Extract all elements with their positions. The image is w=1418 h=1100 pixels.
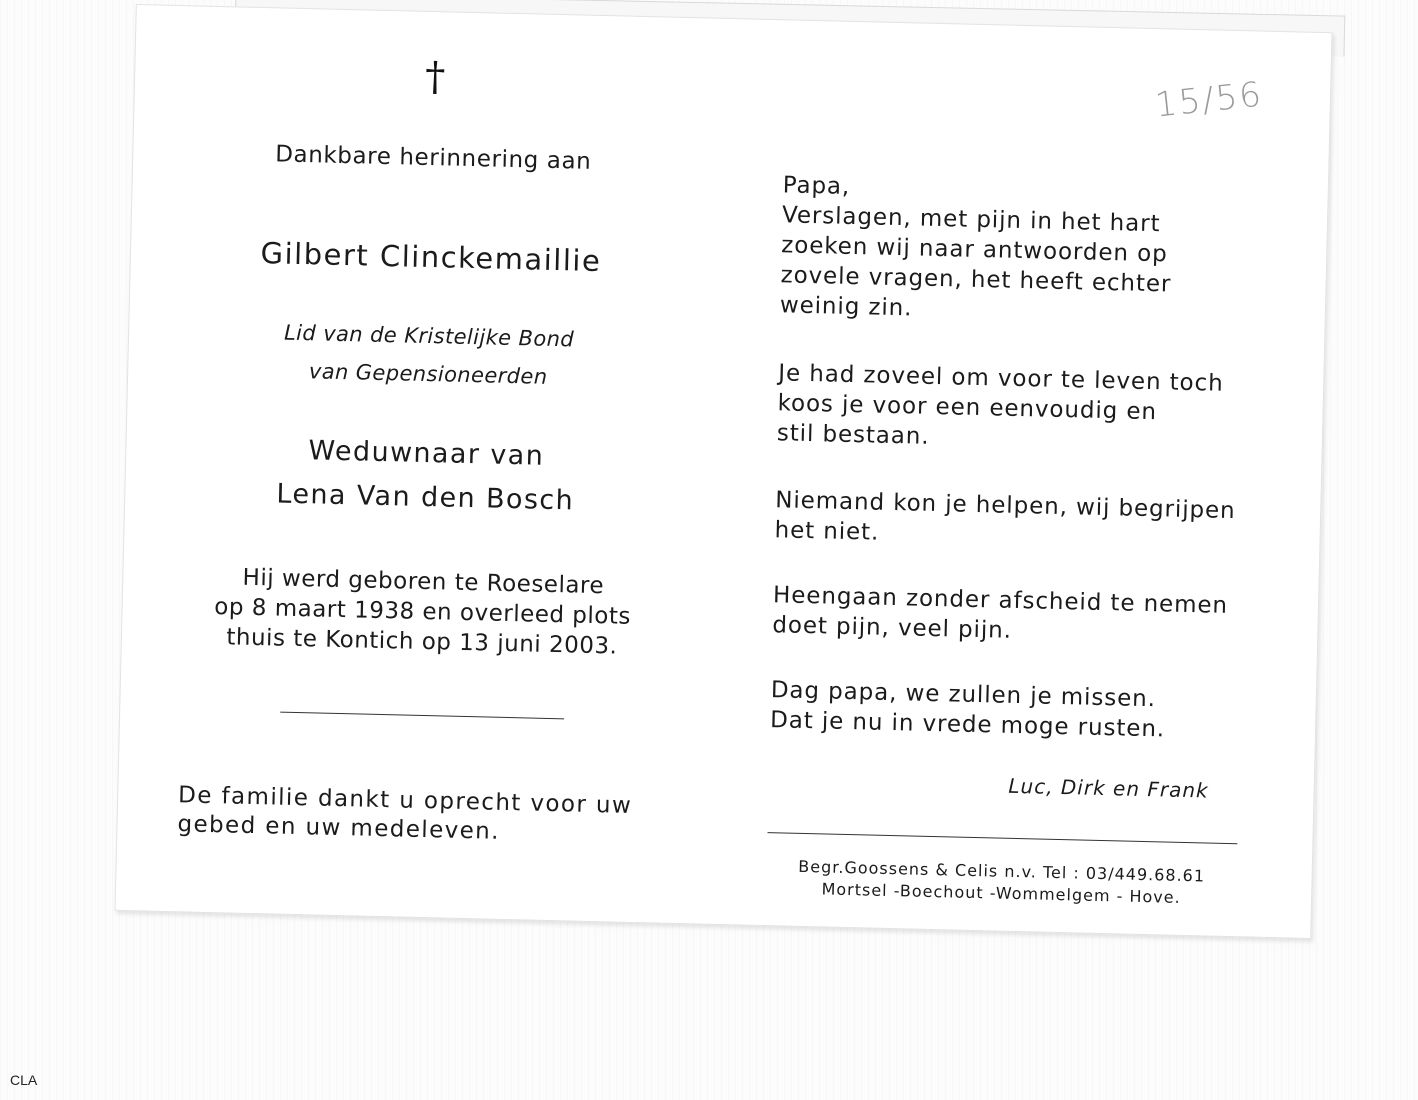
deceased-name: Gilbert Clinckemaillie (260, 236, 602, 279)
poem-line: doet pijn, veel pijn. (772, 612, 1013, 644)
poem-line: stil bestaan. (776, 420, 930, 450)
cross-icon: † (424, 53, 446, 101)
poem-line: zoeken wij naar antwoorden op (781, 232, 1168, 268)
thanks-line: De familie dankt u oprecht voor uw (177, 782, 633, 819)
poem-stanza (772, 580, 1273, 652)
poem-line: Papa, (782, 172, 851, 200)
poem-line: Dag papa, we zullen je missen. (770, 677, 1157, 713)
affiliation-text (168, 311, 690, 399)
affiliation-line: van Gepensioneerden (308, 359, 548, 389)
poem-line: Niemand kon je helpen, wij begrijpen (775, 487, 1236, 525)
affiliation-line: Lid van de Kristelijke Bond (283, 320, 575, 352)
family-thanks (177, 781, 658, 850)
poem-line: zovele vragen, het heeft echter (780, 262, 1172, 298)
divider (767, 832, 1237, 844)
divider (280, 712, 564, 720)
poem-stanza (780, 170, 1283, 332)
thanks-line: gebed en uw medeleven. (177, 811, 501, 845)
poem-line: Dat je nu in vrede moge rusten. (769, 707, 1166, 743)
poem-line: Verslagen, met pijn in het hart (781, 202, 1161, 238)
undertaker-info (766, 855, 1237, 910)
poem-line: Je had zoveel om voor te leven toch (778, 360, 1224, 397)
poem-stanza (770, 675, 1271, 747)
life-dates-line: Hij werd geboren te Roeselare (242, 564, 605, 600)
undertaker-line: Begr.Goossens & Celis n.v. Tel : 03/449.68.61 (798, 856, 1206, 886)
widow-line: Weduwnaar van (308, 435, 545, 472)
widow-text (165, 426, 687, 526)
poem-stanza (777, 358, 1279, 460)
poem-line: weinig zin. (779, 292, 913, 322)
signature: Luc, Dirk en Frank (1008, 773, 1209, 803)
life-dates-line: thuis te Kontich op 13 juni 2003. (226, 624, 618, 660)
intro-text: Dankbare herinnering aan (274, 141, 592, 175)
poem-line: Heengaan zonder afscheid te nemen (772, 582, 1229, 619)
spouse-name: Lena Van den Bosch (276, 478, 575, 517)
pencil-annotation: 15/56 (1153, 74, 1265, 126)
memorial-card (114, 4, 1332, 939)
poem-line: het niet. (774, 517, 880, 546)
corner-label: CLA (10, 1072, 38, 1088)
life-dates-text (162, 561, 684, 663)
life-dates-line: op 8 maart 1938 en overleed plots (214, 594, 632, 630)
undertaker-line: Mortsel -Boechout -Wommelgem - Hove. (821, 879, 1181, 907)
poem-line: koos je voor een eenvoudig en (777, 390, 1158, 426)
poem-stanza (774, 485, 1275, 557)
